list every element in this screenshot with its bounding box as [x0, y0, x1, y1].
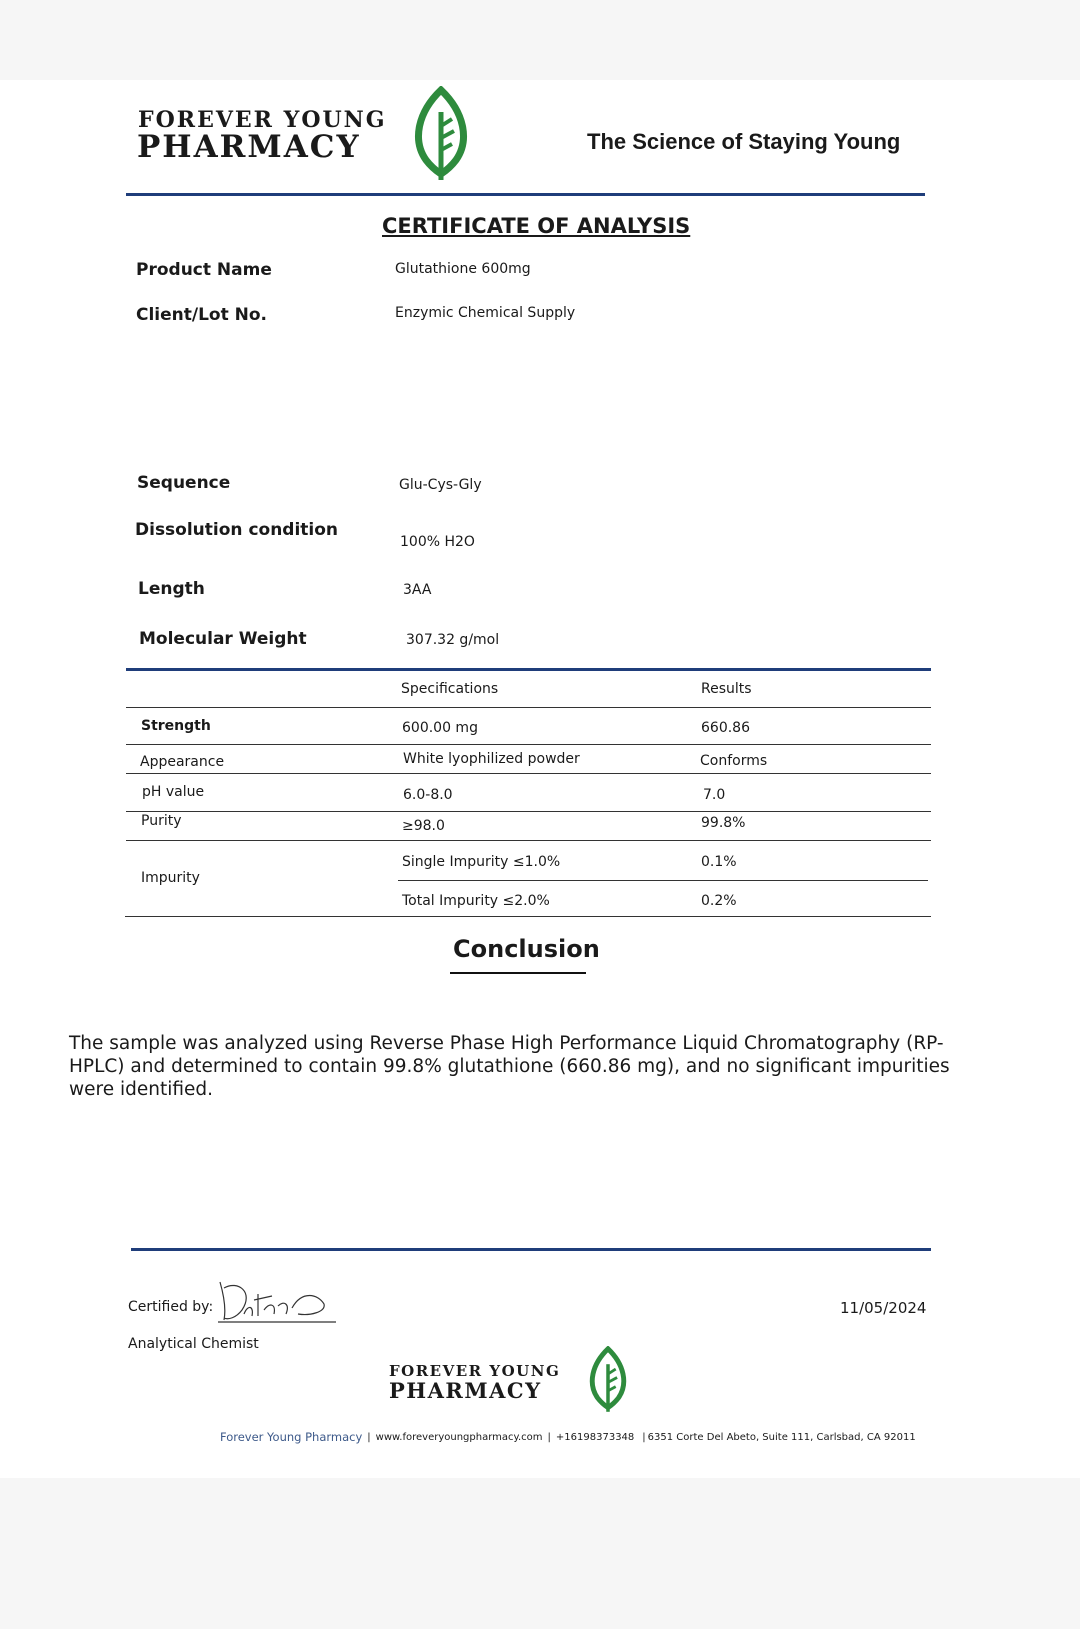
table-row-purity-name: Purity	[141, 813, 182, 829]
document-page	[0, 80, 1080, 1478]
footer-leaf-logo-icon	[586, 1346, 630, 1416]
certified-by-label: Certified by:	[128, 1299, 214, 1315]
footer-separator: |	[367, 1431, 371, 1443]
molecular-weight-label: Molecular Weight	[139, 629, 307, 649]
brand-name-line1: FOREVER YOUNG	[138, 107, 387, 133]
footer-brand-line1: FOREVER YOUNG	[389, 1362, 561, 1380]
sequence-value: Glu-Cys-Gly	[399, 477, 482, 493]
length-value: 3AA	[403, 582, 432, 598]
table-row-strength-spec: 600.00 mg	[402, 720, 478, 736]
table-row-rule	[126, 811, 931, 812]
client-lot-value: Enzymic Chemical Supply	[395, 305, 576, 321]
signature	[214, 1276, 340, 1324]
single-impurity-spec: Single Impurity ≤1.0%	[402, 854, 561, 870]
product-name-label: Product Name	[136, 260, 272, 280]
conclusion-underline	[450, 972, 586, 974]
footer-address: 6351 Corte Del Abeto, Suite 111, Carlsbad, CA 92011	[647, 1431, 916, 1443]
table-row-purity-result: 99.8%	[701, 815, 746, 831]
table-row-appearance-spec: White lyophilized powder	[403, 751, 580, 767]
conclusion-heading: Conclusion	[453, 935, 600, 963]
table-row-appearance-name: Appearance	[140, 754, 225, 770]
impurity-sub-rule	[398, 880, 928, 881]
header-divider	[126, 193, 925, 196]
brand-name-line2: PHARMACY	[137, 129, 361, 165]
footer-separator: |	[547, 1431, 551, 1443]
dissolution-label: Dissolution condition	[135, 520, 339, 540]
sequence-label: Sequence	[137, 473, 231, 493]
footer-brand-line2: PHARMACY	[389, 1378, 542, 1403]
product-name-value: Glutathione 600mg	[395, 261, 531, 277]
table-row-rule	[126, 773, 931, 774]
document-title: CERTIFICATE OF ANALYSIS	[382, 214, 691, 238]
client-lot-label: Client/Lot No.	[136, 305, 268, 325]
conclusion-text-line2: HPLC) and determined to contain 99.8% glutathione (660.86 mg), and no significant impurities	[69, 1056, 950, 1077]
conclusion-text-line3: were identified.	[69, 1079, 214, 1100]
spec-column-header: Specifications	[401, 681, 499, 697]
table-row-ph-result: 7.0	[703, 787, 726, 803]
tagline: The Science of Staying Young	[587, 129, 901, 154]
length-label: Length	[138, 579, 205, 599]
single-impurity-result: 0.1%	[701, 854, 737, 870]
total-impurity-spec: Total Impurity ≤2.0%	[402, 893, 550, 909]
leaf-logo-icon	[410, 86, 472, 186]
footer-contact-line	[220, 1430, 916, 1444]
analyst-role: Analytical Chemist	[128, 1336, 259, 1352]
table-row-strength-result: 660.86	[701, 720, 750, 736]
footer-website[interactable]: www.foreveryoungpharmacy.com	[375, 1431, 543, 1443]
table-row-rule	[126, 744, 931, 745]
table-row-strength-name: Strength	[141, 718, 211, 734]
table-row-ph-name: pH value	[142, 784, 205, 800]
date: 11/05/2024	[840, 1299, 927, 1317]
dissolution-value: 100% H2O	[400, 534, 475, 550]
footer-phone[interactable]: +16198373348	[555, 1431, 635, 1443]
footer-company: Forever Young Pharmacy	[220, 1430, 363, 1444]
table-header-rule	[126, 707, 931, 708]
table-row-ph-spec: 6.0-8.0	[403, 787, 453, 803]
total-impurity-result: 0.2%	[701, 893, 737, 909]
table-row-appearance-result: Conforms	[700, 753, 768, 769]
table-bottom-rule	[125, 916, 931, 917]
table-top-rule	[126, 668, 931, 671]
footer-separator: |	[642, 1431, 646, 1443]
result-column-header: Results	[701, 681, 752, 697]
table-row-purity-spec: ≥98.0	[402, 818, 445, 834]
table-row-rule	[126, 840, 931, 841]
table-row-impurity-name: Impurity	[141, 870, 200, 886]
conclusion-text-line1: The sample was analyzed using Reverse Phase High Performance Liquid Chromatography (RP-	[69, 1033, 944, 1054]
molecular-weight-value: 307.32 g/mol	[406, 632, 500, 648]
signoff-divider	[131, 1248, 931, 1251]
